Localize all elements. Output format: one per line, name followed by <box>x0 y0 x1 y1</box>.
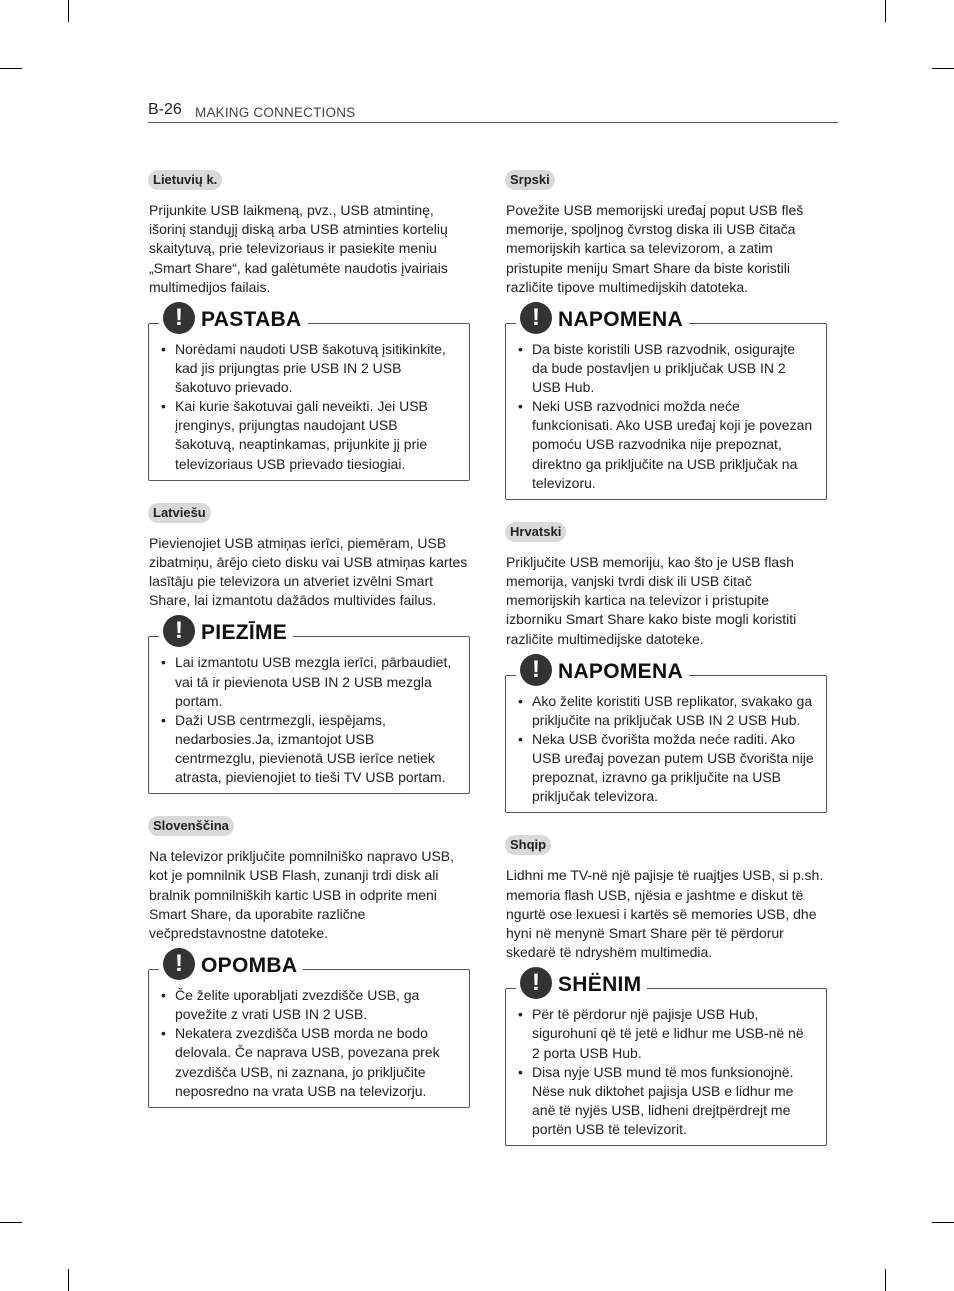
language-tag: Lietuvių k. <box>148 170 222 190</box>
note-header <box>516 301 689 335</box>
crop-mark <box>932 68 954 69</box>
note-title: NAPOMENA <box>558 659 683 683</box>
language-tag: Srpski <box>505 170 555 190</box>
crop-mark <box>0 1222 22 1223</box>
intro-paragraph: Povežite USB memorijski uređaj poput USB fleš memorije, spoljnog čvrstog diska ili USB čitača memorijskih kartica sa televizorom, a zatim pristupite meniju Smart Share da biste koristili različite tipove multimedijskih datoteka. <box>506 202 804 295</box>
language-section-croatian <box>505 522 827 814</box>
note-bullet: • Nekatera zvezdišča USB morda ne bodo delovala. Če naprava USB, povezana prek zvezdišča USB, ni zaznana, jo priključite neposredno na vrata USB na televizorju. <box>175 1024 457 1100</box>
note-list <box>161 340 457 474</box>
exclamation-icon: ! <box>163 302 195 334</box>
language-tag: Hrvatski <box>505 522 566 542</box>
note-title: SHËNIM <box>558 973 642 997</box>
exclamation-icon: ! <box>520 967 552 999</box>
note-box <box>148 950 470 1108</box>
language-tag: Slovenščina <box>148 816 234 836</box>
note-bullet: • Daži USB centrmezgli, iespējams, nedarbosies.Ja, izmantojot USB centrmezglu, pievienotā USB ierīce netiek atrasta, pievienojiet to tieši TV USB portam. <box>175 711 457 787</box>
note-list <box>161 653 457 787</box>
section-title: MAKING CONNECTIONS <box>195 105 356 120</box>
note-title: PASTABA <box>201 308 302 332</box>
note-bullet: • Disa nyje USB mund të mos funksionojnë. Nëse nuk diktohet pajisja USB e lidhur me anë të nyjës USB, lidheni drejtpërdrejt me portën USB të televizorit. <box>532 1063 814 1139</box>
crop-mark <box>932 1222 954 1223</box>
page-header <box>148 100 838 123</box>
crop-mark <box>885 0 886 22</box>
intro-paragraph: Priključite USB memoriju, kao što je USB flash memorija, vanjski tvrdi disk ili USB čitač memorijskih kartica na televizor i pristupite izborniku Smart Share kako biste mogli koristiti različite multimedijske datoteke. <box>506 553 797 647</box>
note-bullet: • Da biste koristili USB razvodnik, osigurajte da bude postavljen u priključak USB IN 2 USB Hub. <box>532 340 814 397</box>
exclamation-icon: ! <box>163 615 195 647</box>
intro-paragraph: Pievienojiet USB atmiņas ierīci, piemēram, USB zibatmiņu, ārējo cieto disku vai USB atmiņas kartes lasītāju pie televizora un atveriet izvēlni Smart Share, lai izmantotu dažādos multivides failus. <box>149 534 468 609</box>
language-section-lithuanian <box>148 170 470 481</box>
note-bullet: • Lai izmantotu USB mezgla ierīci, pārbaudiet, vai tā ir pievienota USB IN 2 USB mezgla portam. <box>175 653 457 710</box>
note-box <box>148 617 470 794</box>
note-list <box>518 1005 814 1139</box>
language-section-latvian <box>148 503 470 794</box>
crop-mark <box>885 1269 886 1291</box>
note-header <box>516 966 647 1000</box>
intro-paragraph: Na televizor priključite pomnilniško napravo USB, kot je pomnilnik USB Flash, zunanji trdi disk ali bralnik pomnilniških kartic USB in odprite meni Smart Share, da uporabite različne večpredstavnostne datoteke. <box>149 848 455 941</box>
note-bullet: • Če želite uporabljati zvezdišče USB, ga povežite z vrati USB IN 2 USB. <box>175 986 457 1024</box>
note-header <box>159 947 303 981</box>
exclamation-icon: ! <box>520 654 552 686</box>
crop-mark <box>68 1269 69 1291</box>
note-header <box>516 653 689 687</box>
note-title: NAPOMENA <box>558 308 683 332</box>
note-bullet: • Neki USB razvodnici možda neće funkcionisati. Ako USB uređaj koji je povezan pomoću USB razvodnika nije prepoznat, direktno ga priključite na USB priključak na televizoru. <box>532 397 814 492</box>
language-section-albanian <box>505 835 827 1146</box>
language-section-slovenian <box>148 816 470 1108</box>
exclamation-icon: ! <box>520 302 552 334</box>
language-tag: Latviešu <box>148 503 211 523</box>
crop-mark <box>68 0 69 22</box>
left-column <box>148 170 470 1122</box>
note-box <box>505 655 827 814</box>
note-box <box>505 304 827 500</box>
note-title: PIEZĪME <box>201 621 288 645</box>
crop-mark <box>0 68 22 69</box>
note-list <box>518 340 814 493</box>
note-list <box>518 692 814 807</box>
note-bullet: • Kai kurie šakotuvai gali neveikti. Jei USB įrenginys, prijungtas naudojant USB šakotuvą, neaptinkamas, prijunkite jį prie televizoriaus USB prievado tiesiogiai. <box>175 397 457 473</box>
note-bullet: • Për të përdorur një pajisje USB Hub, sigurohuni që të jetë e lidhur me USB-në në 2 porta USB Hub. <box>532 1005 814 1062</box>
intro-paragraph: Lidhni me TV-në një pajisje të ruajtjes USB, si p.sh. memoria flash USB, njësia e jashtme e diskut të ngurtë ose lexuesi i kartës së memories USB, dhe hyni në menynë Smart Share për të përdorur skedarë të ndryshëm multimedia. <box>506 867 824 961</box>
note-box <box>148 304 470 481</box>
intro-paragraph: Prijunkite USB laikmeną, pvz., USB atmintinę, išorinį standųjį diską arba USB atminties kortelių skaitytuvą, prie televizoriaus ir pasiekite meniu „Smart Share“, kad galėtumėte naudotis įvairiais multimedijos failais. <box>149 202 448 295</box>
note-header <box>159 301 308 335</box>
note-bullet: • Norėdami naudoti USB šakotuvą įsitikinkite, kad jis prijungtas prie USB IN 2 USB šakotuvo prievado. <box>175 340 457 397</box>
note-bullet: • Ako želite koristiti USB replikator, svakako ga priključite na priključak USB IN 2 USB Hub. <box>532 692 814 730</box>
page-number: B-26 <box>148 101 182 118</box>
language-tag: Shqip <box>505 835 551 855</box>
note-title: OPOMBA <box>201 954 298 978</box>
note-bullet: • Neka USB čvorišta možda neće raditi. Ako USB uređaj povezan putem USB čvorišta nije prepoznat, izravno ga priključite na USB priključak televizora. <box>532 730 814 806</box>
note-list <box>161 986 457 1101</box>
note-box <box>505 969 827 1146</box>
exclamation-icon: ! <box>163 948 195 980</box>
right-column <box>505 170 827 1160</box>
note-header <box>159 614 293 648</box>
language-section-serbian <box>505 170 827 500</box>
